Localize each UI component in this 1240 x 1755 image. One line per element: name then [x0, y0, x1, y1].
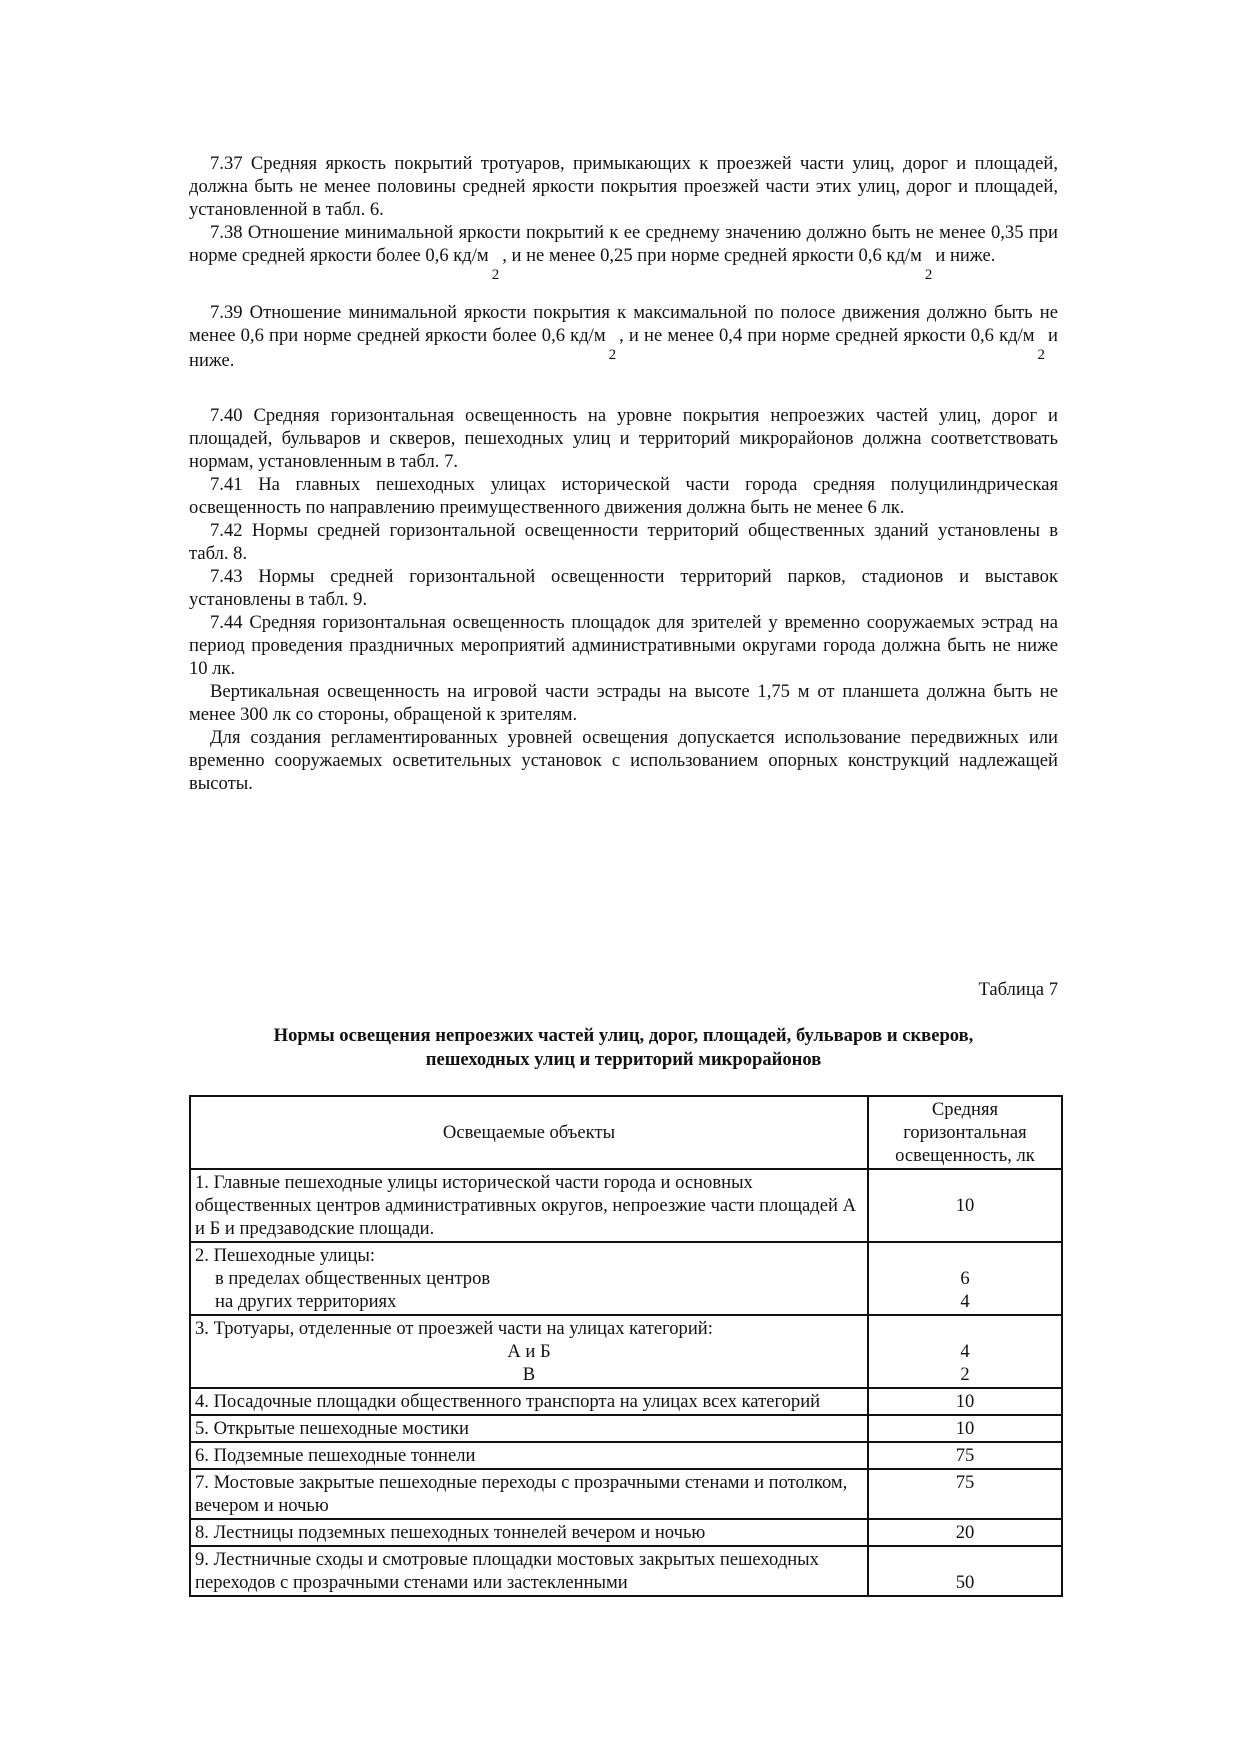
row-label-main: 2. Пешеходные улицы: [195, 1245, 376, 1266]
table-caption: Таблица 7 [978, 979, 1058, 1000]
superscript-2: 2 [924, 267, 933, 283]
header-value: Средняя горизонтальная освещенность, лк [868, 1096, 1062, 1169]
row-value [868, 1242, 1062, 1315]
paragraph-7-38-part-c: и ниже. [935, 245, 996, 266]
row-sub-value: 4 [960, 1291, 970, 1312]
paragraph-7-39-part-a: 7.39 Отношение минимальной яркости покрытия к максимальной по полосе движения должно быть не менее 0,6 при норме средней яркости более 0,6 кд/м [189, 302, 1058, 346]
paragraph-7-44-vertical: Вертикальная освещенность на игровой части эстрады на высоте 1,75 м от планшета должна быть не менее 300 лк со стороны, обращеной к зрителям. [189, 681, 1058, 725]
table-row [190, 1546, 1062, 1596]
row-sub-label: в пределах общественных центров [215, 1268, 491, 1289]
norms-table [189, 1095, 1063, 1597]
superscript-2: 2 [491, 267, 500, 283]
row-value: 10 [868, 1415, 1062, 1442]
paragraph-7-39-part-c: и ниже. [189, 325, 1058, 371]
paragraph-7-38-part-a: 7.38 Отношение минимальной яркости покрытий к ее среднему значению должно быть не менее 0,35 при норме средней яркости более 0,6 кд/м [189, 222, 1058, 266]
paragraph-7-39 [189, 301, 1058, 372]
row-value [868, 1315, 1062, 1388]
row-label: 4. Посадочные площадки общественного транспорта на улицах всех категорий [190, 1388, 868, 1415]
paragraph-7-38 [189, 221, 1058, 283]
row-value: 50 [868, 1546, 1062, 1596]
table-row [190, 1315, 1062, 1388]
table-row [190, 1388, 1062, 1415]
row-value: 10 [868, 1388, 1062, 1415]
row-value: 75 [868, 1442, 1062, 1469]
row-label: 5. Открытые пешеходные мостики [190, 1415, 868, 1442]
table-title-line-1: Нормы освещения непроезжих частей улиц, дорог, площадей, бульваров и скверов, [273, 1025, 974, 1046]
row-sub-value: 2 [960, 1364, 970, 1385]
table-row [190, 1519, 1062, 1546]
row-label: 7. Мостовые закрытые пешеходные переходы с прозрачными стенами и потолком, вечером и ночью [190, 1469, 868, 1519]
paragraph-7-37: 7.37 Средняя яркость покрытий тротуаров, примыкающих к проезжей части улиц, дорог и площадей, должна быть не менее половины средней яркости покрытия проезжей части этих улиц, дорог и площадей, установленной в табл. 6. [189, 153, 1058, 220]
header-objects: Освещаемые объекты [190, 1096, 868, 1169]
table-row [190, 1415, 1062, 1442]
table-title-line-2: пешеходных улиц и территорий микрорайонов [425, 1049, 822, 1070]
table-row [190, 1169, 1062, 1242]
table-row [190, 1242, 1062, 1315]
body-text [189, 152, 1058, 795]
paragraph-7-41: 7.41 На главных пешеходных улицах исторической части города средняя полуцилиндрическая освещенность по направлению преимущественного движения должна быть не менее 6 лк. [189, 474, 1058, 518]
row-label [190, 1242, 868, 1315]
table-row [190, 1469, 1062, 1519]
paragraph-7-43: 7.43 Нормы средней горизонтальной освещенности территорий парков, стадионов и выставок установлены в табл. 9. [189, 566, 1058, 610]
superscript-2: 2 [608, 347, 617, 363]
row-value: 10 [868, 1169, 1062, 1242]
row-label: 6. Подземные пешеходные тоннели [190, 1442, 868, 1469]
table-title [189, 1024, 1058, 1072]
row-value: 75 [868, 1469, 1062, 1519]
row-label: 1. Главные пешеходные улицы исторической части города и основных общественных центров административных округов, непроезжие части площадей А и Б и предзаводские площади. [190, 1169, 868, 1242]
row-label-main: 3. Тротуары, отделенные от проезжей части на улицах категорий: [195, 1318, 713, 1339]
row-label [190, 1315, 868, 1388]
paragraph-7-38-part-b: , и не менее 0,25 при норме средней яркости 0,6 кд/м [502, 245, 922, 266]
paragraph-7-40: 7.40 Средняя горизонтальная освещенность на уровне покрытия непроезжих частей улиц, дорог и площадей, бульваров и скверов, пешеходных улиц и территорий микрорайонов должна соответствовать нормам, установленным в табл. 7. [189, 405, 1058, 472]
row-sub-label: А и Б [507, 1341, 551, 1362]
table-header-row [190, 1096, 1062, 1169]
paragraph-7-42: 7.42 Нормы средней горизонтальной освещенности территорий общественных зданий установлены в табл. 8. [189, 520, 1058, 564]
row-sub-value: 4 [960, 1341, 970, 1362]
paragraph-7-44-installations: Для создания регламентированных уровней освещения допускается использование передвижных или временно сооружаемых осветительных установок с использованием опорных конструкций надлежащей высоты. [189, 727, 1058, 794]
row-label: 9. Лестничные сходы и смотровые площадки мостовых закрытых пешеходных переходов с прозрачными стенами или застекленными [190, 1546, 868, 1596]
table-row [190, 1442, 1062, 1469]
row-sub-label: на других территориях [215, 1291, 397, 1312]
paragraph-7-39-part-b: , и не менее 0,4 при норме средней яркости 0,6 кд/м [619, 325, 1035, 346]
row-sub-label: В [522, 1364, 536, 1385]
row-value: 20 [868, 1519, 1062, 1546]
row-label: 8. Лестницы подземных пешеходных тоннелей вечером и ночью [190, 1519, 868, 1546]
paragraph-7-44: 7.44 Средняя горизонтальная освещенность площадок для зрителей у временно сооружаемых эстрад на период проведения праздничных мероприятий административными округами города должна быть не ниже 10 лк. [189, 612, 1058, 679]
row-sub-value: 6 [960, 1268, 970, 1289]
superscript-2: 2 [1037, 347, 1046, 363]
spacer [189, 372, 1058, 404]
